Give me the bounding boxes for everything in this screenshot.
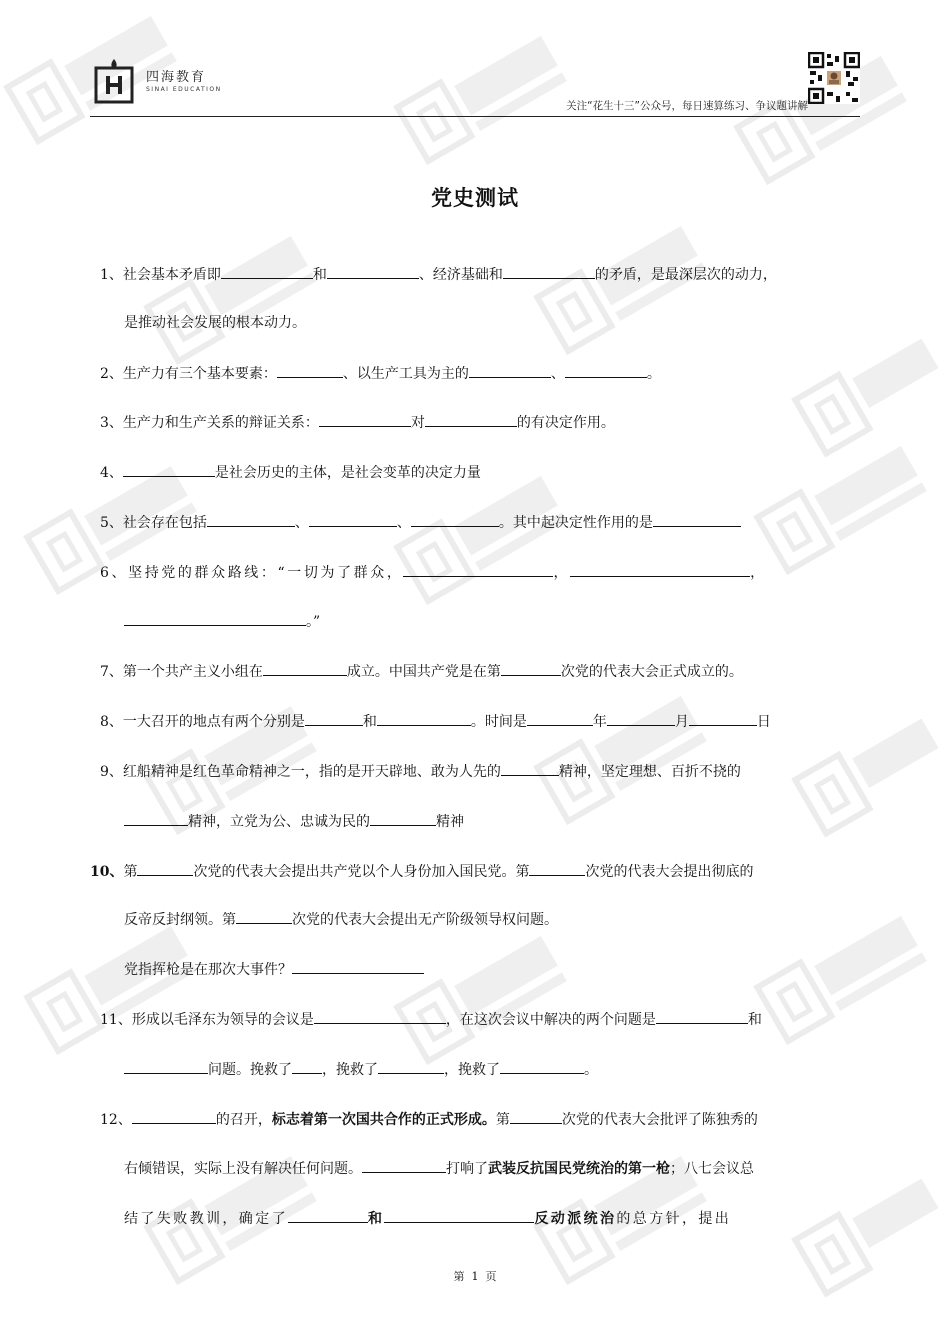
question-text: ，在这次会议中解决的两个问题是 — [445, 1012, 656, 1028]
brand-logo-icon — [94, 58, 134, 104]
question-text: 、 — [396, 515, 411, 531]
answer-blank[interactable] — [327, 263, 419, 279]
question-10 — [90, 860, 753, 882]
answer-blank[interactable] — [124, 610, 306, 626]
question-text: 次党的代表大会提出共产党以个人身份加入国民党。第 — [193, 864, 530, 880]
question-text: 打响了 — [446, 1161, 488, 1177]
question-text: 次党的代表大会提出无产阶级领导权问题。 — [292, 912, 558, 928]
question-10-extra — [124, 958, 424, 980]
answer-blank[interactable] — [132, 1108, 216, 1124]
answer-blank[interactable] — [221, 263, 313, 279]
question-text: 成立。中国共产党是在第 — [346, 664, 501, 680]
question-10-continued — [124, 908, 558, 930]
question-text: 第 — [123, 864, 138, 880]
question-text: ；八七会议总 — [670, 1161, 754, 1177]
answer-blank[interactable] — [370, 810, 436, 826]
question-9-continued — [124, 810, 464, 832]
question-text: 和 — [362, 714, 377, 730]
question-number: 10、 — [90, 864, 124, 880]
question-text: 精神，立党为公、忠诚为民的 — [188, 814, 370, 830]
watermark-logo — [780, 311, 950, 490]
question-text: 。时间是 — [470, 714, 527, 730]
question-text: ， — [553, 565, 571, 581]
answer-blank[interactable] — [501, 760, 559, 776]
answer-blank[interactable] — [503, 263, 595, 279]
brand-name: 四海教育 — [146, 70, 207, 85]
question-text: 月 — [674, 714, 689, 730]
question-text: 、 — [550, 366, 565, 382]
answer-blank[interactable] — [124, 810, 188, 826]
answer-blank[interactable] — [607, 710, 675, 726]
question-text: 的矛盾，是最深层次的动力， — [594, 267, 777, 283]
answer-blank[interactable] — [500, 1058, 584, 1074]
answer-blank[interactable] — [378, 1058, 444, 1074]
answer-blank[interactable] — [137, 860, 193, 876]
answer-blank[interactable] — [319, 411, 411, 427]
question-text: 8、一大召开的地点有两个分别是 — [100, 714, 305, 730]
question-11 — [100, 1008, 762, 1030]
answer-blank[interactable] — [123, 461, 215, 477]
question-text: 。其中起决定性作用的是 — [498, 515, 653, 531]
watermark-logo — [742, 413, 950, 607]
question-text: 精神，坚定理想、百折不挠的 — [558, 764, 741, 780]
question-text: 、以生产工具为主的 — [342, 366, 469, 382]
question-emphasis: 武装反抗国民党统治的第一枪 — [488, 1161, 670, 1177]
question-text: 次党的代表大会批评了陈独秀的 — [561, 1112, 758, 1128]
answer-blank[interactable] — [314, 1008, 446, 1024]
question-text: 1、社会基本矛盾即 — [100, 267, 221, 283]
answer-blank[interactable] — [510, 1108, 562, 1124]
answer-blank[interactable] — [653, 511, 741, 527]
answer-blank[interactable] — [292, 1058, 322, 1074]
question-8 — [100, 710, 771, 732]
question-text: 党指挥枪是在那次大事件？ — [124, 962, 292, 978]
page-number — [0, 1268, 950, 1284]
qr-code-icon — [808, 52, 860, 104]
question-11-continued — [124, 1058, 598, 1080]
answer-blank[interactable] — [124, 1058, 208, 1074]
question-12 — [100, 1108, 758, 1130]
question-text: 年 — [592, 714, 607, 730]
page-title: 党史测试 — [431, 185, 519, 210]
question-text: 11、形成以毛泽东为领导的会议是 — [100, 1012, 314, 1028]
question-text: 。” — [306, 614, 321, 630]
answer-blank[interactable] — [236, 908, 292, 924]
watermark-logo — [780, 691, 950, 870]
question-emphasis: 和 — [368, 1211, 385, 1227]
answer-blank[interactable] — [292, 958, 424, 974]
question-1-continued — [124, 313, 306, 333]
question-text: 。 — [584, 1062, 598, 1078]
watermark-logo — [780, 1151, 950, 1330]
question-text: 的总方针，提出 — [616, 1211, 732, 1227]
answer-blank[interactable] — [277, 362, 343, 378]
question-7 — [100, 660, 743, 682]
answer-blank[interactable] — [501, 660, 561, 676]
question-text: ，挽救了 — [322, 1062, 378, 1078]
question-4 — [100, 461, 481, 483]
question-text: 5、社会存在包括 — [100, 515, 207, 531]
page-number-suffix: 页 — [485, 1270, 497, 1283]
question-2 — [100, 362, 661, 384]
watermark-logo — [742, 883, 950, 1077]
question-6-continued — [124, 610, 320, 632]
question-text: 和 — [312, 267, 327, 283]
question-text: 次党的代表大会正式成立的。 — [560, 664, 743, 680]
answer-blank[interactable] — [207, 511, 295, 527]
question-text: 。 — [646, 366, 661, 382]
question-text: 问题。挽救了 — [208, 1062, 292, 1078]
question-text: 的有决定作用。 — [516, 415, 615, 431]
follow-notice: 关注“花生十三”公众号，每日速算练习、争议题讲解 — [566, 100, 808, 112]
question-text: 反帝反封纲领。第 — [124, 912, 236, 928]
question-text: 右倾错误，实际上没有解决任何问题。 — [124, 1161, 362, 1177]
question-12-continued — [124, 1157, 754, 1179]
watermark-logo — [522, 193, 738, 387]
question-9 — [100, 760, 741, 782]
answer-blank[interactable] — [425, 411, 517, 427]
question-text: ，挽救了 — [444, 1062, 500, 1078]
question-text: 第 — [495, 1112, 510, 1128]
question-1 — [100, 263, 777, 285]
question-text: 3、生产力和生产关系的辩证关系： — [100, 415, 319, 431]
question-text: 次党的代表大会提出彻底的 — [585, 864, 754, 880]
question-text: 4、 — [100, 465, 123, 481]
page-number-prefix: 第 — [453, 1270, 465, 1283]
question-emphasis: 标志着第一次国共合作的正式形成。 — [271, 1112, 496, 1128]
question-text: 12、 — [100, 1112, 132, 1128]
question-text: 2、生产力有三个基本要素： — [100, 366, 277, 382]
question-5 — [100, 511, 741, 533]
answer-blank[interactable] — [288, 1207, 368, 1223]
question-12-continued-2 — [124, 1207, 731, 1229]
question-3 — [100, 411, 615, 433]
question-text: 精神 — [436, 814, 464, 830]
answer-blank[interactable] — [527, 710, 593, 726]
question-text: 、 — [294, 515, 309, 531]
question-text: 的召开， — [215, 1112, 272, 1128]
question-text: 是社会历史的主体，是社会变革的决定力量 — [214, 465, 481, 481]
question-text: 6、坚持党的群众路线：“一切为了群众， — [100, 565, 404, 581]
answer-blank[interactable] — [384, 1207, 534, 1223]
question-emphasis: 反动派统治 — [534, 1211, 617, 1227]
page-number-value: 1 — [471, 1270, 479, 1283]
answer-blank[interactable] — [570, 561, 750, 577]
answer-blank[interactable] — [656, 1008, 748, 1024]
answer-blank[interactable] — [689, 710, 757, 726]
question-text: 9、红船精神是红色革命精神之一，指的是开天辟地、敢为人先的 — [100, 764, 501, 780]
page-header — [90, 46, 860, 117]
answer-blank[interactable] — [469, 362, 551, 378]
question-text: ， — [750, 565, 767, 581]
brand-subtitle: SINAI EDUCATION — [146, 86, 222, 93]
answer-blank[interactable] — [263, 660, 347, 676]
answer-blank[interactable] — [362, 1157, 446, 1173]
answer-blank[interactable] — [377, 710, 471, 726]
question-text: 对 — [410, 415, 425, 431]
answer-blank[interactable] — [529, 860, 585, 876]
answer-blank[interactable] — [565, 362, 647, 378]
answer-blank[interactable] — [403, 561, 553, 577]
question-text: 结了失败教训，确定了 — [124, 1211, 288, 1227]
question-6 — [100, 561, 767, 583]
answer-blank[interactable] — [309, 511, 397, 527]
answer-blank[interactable] — [305, 710, 363, 726]
question-text: 、经济基础和 — [418, 267, 503, 283]
question-text: 日 — [756, 714, 771, 730]
question-text: 7、第一个共产主义小组在 — [100, 664, 263, 680]
question-text: 和 — [747, 1012, 762, 1028]
answer-blank[interactable] — [411, 511, 499, 527]
question-text: 是推动社会发展的根本动力。 — [124, 315, 306, 331]
